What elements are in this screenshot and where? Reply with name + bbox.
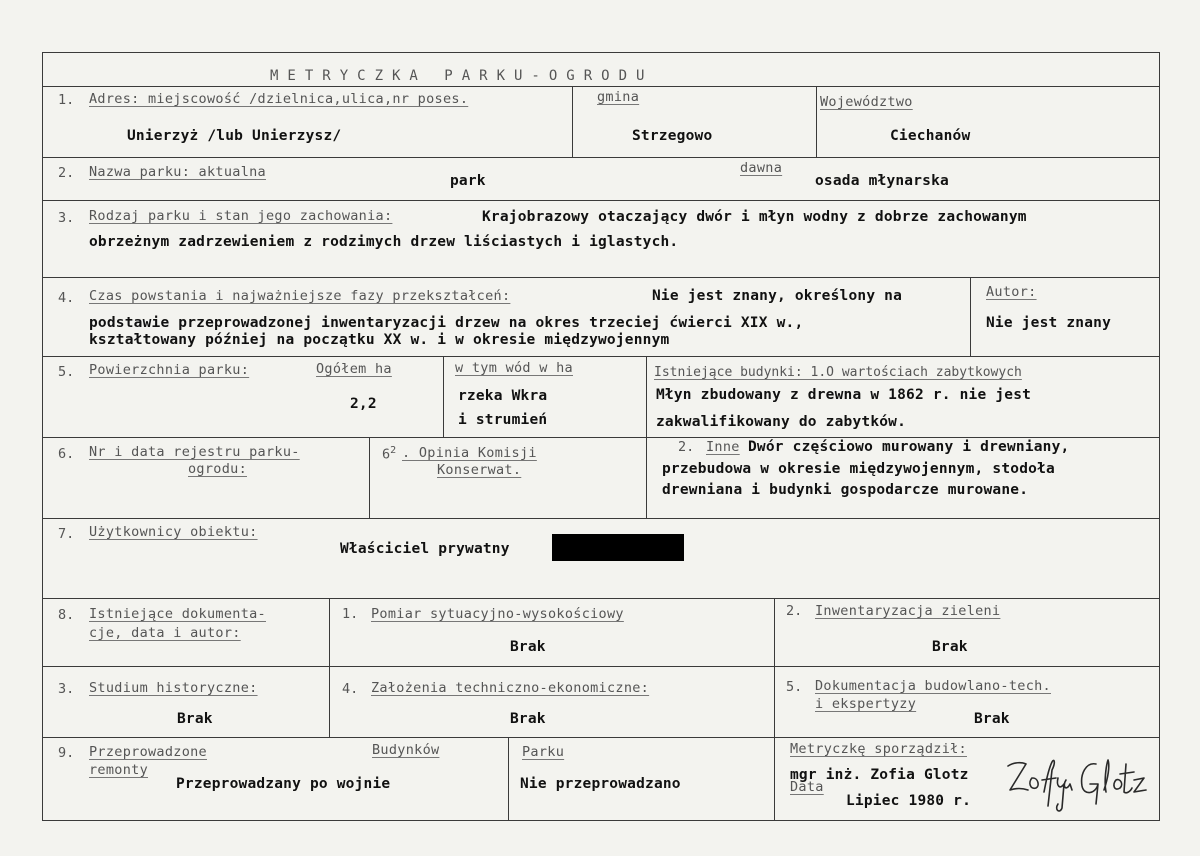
divider: [646, 356, 647, 518]
divider: [816, 86, 817, 157]
row5-number: 5.: [58, 364, 75, 380]
history-label: Czas powstania i najważniejsze fazy przekształceń:: [89, 288, 511, 304]
water-line-2: i strumień: [458, 412, 548, 428]
author-value: Nie jest znany: [986, 315, 1112, 331]
other-line-1: Dwór częściowo murowany i drewniany,: [748, 439, 1070, 455]
divider: [42, 200, 1160, 201]
divider: [42, 277, 1160, 278]
users-value: Właściciel prywatny: [340, 541, 510, 557]
doc3-value: Brak: [177, 711, 213, 727]
divider: [329, 598, 330, 737]
area-total-label: Ogółem ha: [316, 361, 392, 377]
opinion-label-1: . Opinia Komisji: [402, 445, 537, 461]
row9-number: 9.: [58, 745, 75, 761]
history-line-2: podstawie przeprowadzonej inwentaryzacji drzew na okres trzeciej ćwierci XIX w.,: [89, 315, 804, 331]
doc5-number: 5.: [786, 679, 803, 695]
voivodeship-label: Województwo: [820, 94, 913, 110]
other-line-2: przebudowa w okresie międzywojennym, stodoła: [662, 461, 1055, 477]
address-label: Adres: miejscowość /dzielnica,ulica,nr poses.: [89, 91, 469, 107]
doc1-number: 1.: [342, 606, 359, 622]
divider: [42, 157, 1160, 158]
border-bottom: [42, 820, 1160, 821]
row2-number: 2.: [58, 165, 75, 181]
former-name-label: dawna: [740, 160, 783, 176]
divider: [369, 437, 370, 518]
park-name-label: Nazwa parku: aktualna: [89, 164, 266, 180]
water-label: w tym wód w ha: [455, 360, 573, 376]
repairs-park-label: Parku: [522, 744, 565, 760]
prepared-by-label: Metryczkę sporządził:: [790, 741, 967, 757]
register-label-2: ogrodu:: [188, 461, 247, 477]
doc5-label-1: Dokumentacja budowlano-tech.: [815, 678, 1051, 694]
divider: [42, 737, 1160, 738]
row7-number: 7.: [58, 526, 75, 542]
users-label: Użytkownicy obiektu:: [89, 524, 258, 540]
doc2-value: Brak: [932, 639, 968, 655]
doc3-label: Studium historyczne:: [89, 680, 258, 696]
water-line-1: rzeka Wkra: [458, 388, 548, 404]
park-name-current: park: [450, 173, 486, 189]
doc5-label-2: i ekspertyzy: [815, 696, 917, 712]
row3-number: 3.: [58, 210, 75, 226]
divider: [572, 86, 573, 157]
repairs-buildings-value: Przeprowadzany po wojnie: [176, 776, 391, 792]
repairs-buildings-label: Budynków: [372, 742, 440, 758]
divider: [42, 666, 1160, 667]
voivodeship-value: Ciechanów: [890, 128, 971, 144]
park-type-line-2: obrzeżnym zadrzewieniem z rodzimych drzew liściastych i iglastych.: [89, 234, 679, 250]
form-title: METRYCZKA PARKU-OGRODU: [270, 68, 654, 84]
buildings-label: Istniejące budynki: 1.O wartościach zabytkowych: [654, 365, 1022, 380]
date-value: Lipiec 1980 r.: [846, 793, 972, 809]
divider: [42, 356, 1160, 357]
area-total-value: 2,2: [350, 396, 377, 412]
buildings-line-1: Młyn zbudowany z drewna w 1862 r. nie jest: [656, 387, 1032, 403]
address-value: Unierzyż /lub Unierzysz/: [127, 128, 342, 144]
divider: [970, 277, 971, 356]
gmina-label: gmina: [597, 89, 640, 105]
date-label: Data: [790, 779, 824, 795]
divider: [774, 598, 775, 820]
park-type-line-1: Krajobrazowy otaczający dwór i młyn wodny z dobrze zachowanym: [482, 209, 1027, 225]
repairs-label-1: Przeprowadzone: [89, 744, 207, 760]
border-top: [42, 52, 1160, 53]
border-left: [42, 52, 43, 821]
doc5-value: Brak: [974, 711, 1010, 727]
doc4-label: Założenia techniczno-ekonomiczne:: [371, 680, 650, 696]
park-type-label: Rodzaj parku i stan jego zachowania:: [89, 208, 393, 224]
doc2-number: 2.: [786, 603, 803, 619]
doc4-value: Brak: [510, 711, 546, 727]
opinion-number: $6^2$: [382, 445, 397, 463]
doc1-value: Brak: [510, 639, 546, 655]
prepared-by-value: mgr inż. Zofia Glotz: [790, 767, 969, 783]
repairs-label-2: remonty: [89, 762, 148, 778]
area-label: Powierzchnia parku:: [89, 362, 250, 378]
doc2-label: Inwentaryzacja zieleni: [815, 603, 1001, 619]
doc1-label: Pomiar sytuacyjno-wysokościowy: [371, 606, 624, 622]
other-number: 2.: [678, 439, 695, 455]
other-label: Inne: [706, 439, 740, 455]
doc4-number: 4.: [342, 681, 359, 697]
repairs-park-value: Nie przeprowadzano: [520, 776, 681, 792]
gmina-value: Strzegowo: [632, 128, 713, 144]
divider: [42, 86, 1160, 87]
row1-number: 1.: [58, 92, 75, 108]
divider: [443, 356, 444, 437]
history-line-1: Nie jest znany, określony na: [652, 288, 903, 304]
register-label-1: Nr i data rejestru parku-: [89, 444, 300, 460]
divider: [42, 518, 1160, 519]
docs-label-2: cje, data i autor:: [89, 625, 241, 641]
row6-number: 6.: [58, 446, 75, 462]
buildings-line-2: zakwalifikowany do zabytków.: [656, 414, 907, 430]
other-line-3: drewniana i budynki gospodarcze murowane.: [662, 482, 1029, 498]
signature: [1000, 748, 1150, 816]
former-name-value: osada młynarska: [815, 173, 949, 189]
doc3-number: 3.: [58, 681, 75, 697]
divider: [508, 737, 509, 820]
docs-label-1: Istniejące dokumenta-: [89, 606, 266, 622]
history-line-3: kształtowany później na początku XX w. i w okresie międzywojennym: [89, 332, 670, 348]
border-right: [1159, 52, 1160, 821]
row8-number: 8.: [58, 607, 75, 623]
divider: [42, 598, 1160, 599]
row4-number: 4.: [58, 290, 75, 306]
author-label: Autor:: [986, 284, 1037, 300]
redaction-bar: [552, 534, 684, 561]
opinion-label-2: Konserwat.: [437, 462, 522, 478]
